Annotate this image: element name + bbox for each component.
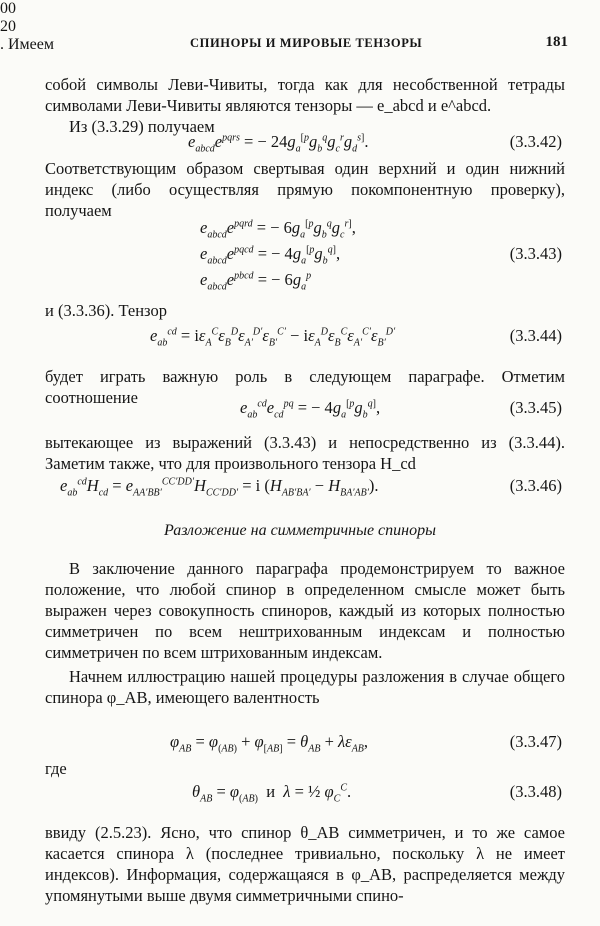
equation-3-3-46: $e_{ab}^{cd}H_{cd} = e_{AA'BB'}^{CC'DD'}H_{CC'DD'} = i$ $(H_{AB'BA'} - H_{BA'AB'})$. (3.3.46) — [60, 476, 562, 499]
running-header — [0, 34, 600, 56]
matrix-cell: 2 — [0, 18, 8, 35]
equation-number: (3.3.44) — [509, 326, 562, 345]
matrix-cell: 0 — [8, 0, 16, 17]
equation-number: (3.3.48) — [509, 782, 562, 801]
paragraph-2: Из (3.3.29) получаем — [69, 117, 215, 136]
paragraph-10: ввиду (2.5.23). Ясно, что спинор θ_AB симметричен, и то же самое касается спинора λ (последнее тривиально, поскольку λ не имеет индексов). Информация, содержащаяся в φ_AB, распределяется между упомянутыми выше двумя симметричными спино- — [45, 823, 565, 905]
equation-number: (3.3.45) — [509, 398, 562, 417]
section-title: Разложение на симметричные спиноры — [164, 522, 436, 539]
equation-3-3-48: $\theta_{AB} = \varphi_{(AB)}$ и λ = ½ $\varphi_C^C$. (3.3.48) — [192, 782, 562, 805]
paragraph-3: Соответствующим образом свертывая один верхний и один нижний индекс (либо осуществляя прямую покомпонентную проверку), получаем — [45, 159, 565, 220]
equation-3-3-47: $\varphi_{AB} = \varphi_{(AB)} + \varphi_{[AB]} = \theta_{AB} + \lambda\varepsilon_{AB}$, (3.3.47) — [170, 732, 562, 755]
paragraph-8-text: Начнем иллюстрацию нашей процедуры разложения в случае общего спинора φ_AB, имеющего валентность — [45, 667, 565, 707]
running-title: СПИНОРЫ И МИРОВЫЕ ТЕНЗОРЫ — [190, 36, 423, 50]
equation-3-3-43a: $e_{abcd}e^{pqrd}$ = − $6g_a^{[p}g_b^qg_c^{r]}$, — [200, 218, 356, 241]
matrix-cell: 0 — [0, 0, 8, 17]
equation-3-3-43c: $e_{abcd}e^{pbcd}$ = − $6g_a^p$ — [200, 270, 312, 293]
equation-3-3-42: $e_{abcd}e^{pqrs}$ = − $24g_a^{[p}g_b^qg_c^rg_d^{s]}$. (3.3.42) — [188, 132, 562, 155]
equation-3-3-45: $e_{ab}^{cd}e_{cd}^{pq}$ = − $4g_a^{[p}g_b^{q]}$, (3.3.45) — [240, 398, 562, 421]
paragraph-1: собой символы Леви-Чивиты, тогда как для несобственной тетрады символами Леви-Чивиты являются тензоры — e_abcd и e^abcd. — [45, 75, 565, 115]
paragraph-9: где — [45, 759, 67, 778]
equation-number: (3.3.46) — [509, 476, 562, 495]
equation-number: (3.3.42) — [509, 132, 562, 151]
paragraph-4: и (3.3.36). Тензор — [45, 301, 167, 320]
paragraph-7: В заключение данного параграфа продемонстрируем то важное положение, что любой спинор в определенном смысле может быть выражен через совокупность спиноров, каждый из которых полностью симметричен по всем нештрихованным индексам и полностью симметричен по всем штрихованным индексам. — [45, 559, 565, 662]
equation-3-3-44: $e_{ab}^{cd} = i\varepsilon_A^C\varepsilon_B^D\varepsilon_{A'}^{D'}\varepsilon_{B'}^{C'} - i\varepsilon_A^D\varepsilon_B^C\varepsilon_{A'}^{C'}\varepsilon_{B'}^{D'}$ (3.3.44) — [150, 326, 562, 349]
equation-number: (3.3.47) — [509, 732, 562, 751]
paragraph-5: будет играть важную роль в следующем параграфе. Отметим соотношение — [45, 367, 565, 407]
equation-number: (3.3.43) — [509, 244, 562, 263]
equation-3-3-43b: $e_{abcd}e^{pqcd}$ = − $4g_a^{[p}g_b^{q]}$, (3.3.43) — [200, 244, 562, 267]
paragraph-8 — [45, 666, 565, 708]
page-number: 181 — [545, 34, 568, 50]
matrix-cell: 0 — [8, 18, 16, 35]
paragraph-8-tail: . Имеем — [0, 36, 55, 53]
paragraph-6: вытекающее из выражений (3.3.43) и непосредственно из (3.3.44). Заметим также, что для произвольного тензора H_cd — [45, 433, 565, 473]
